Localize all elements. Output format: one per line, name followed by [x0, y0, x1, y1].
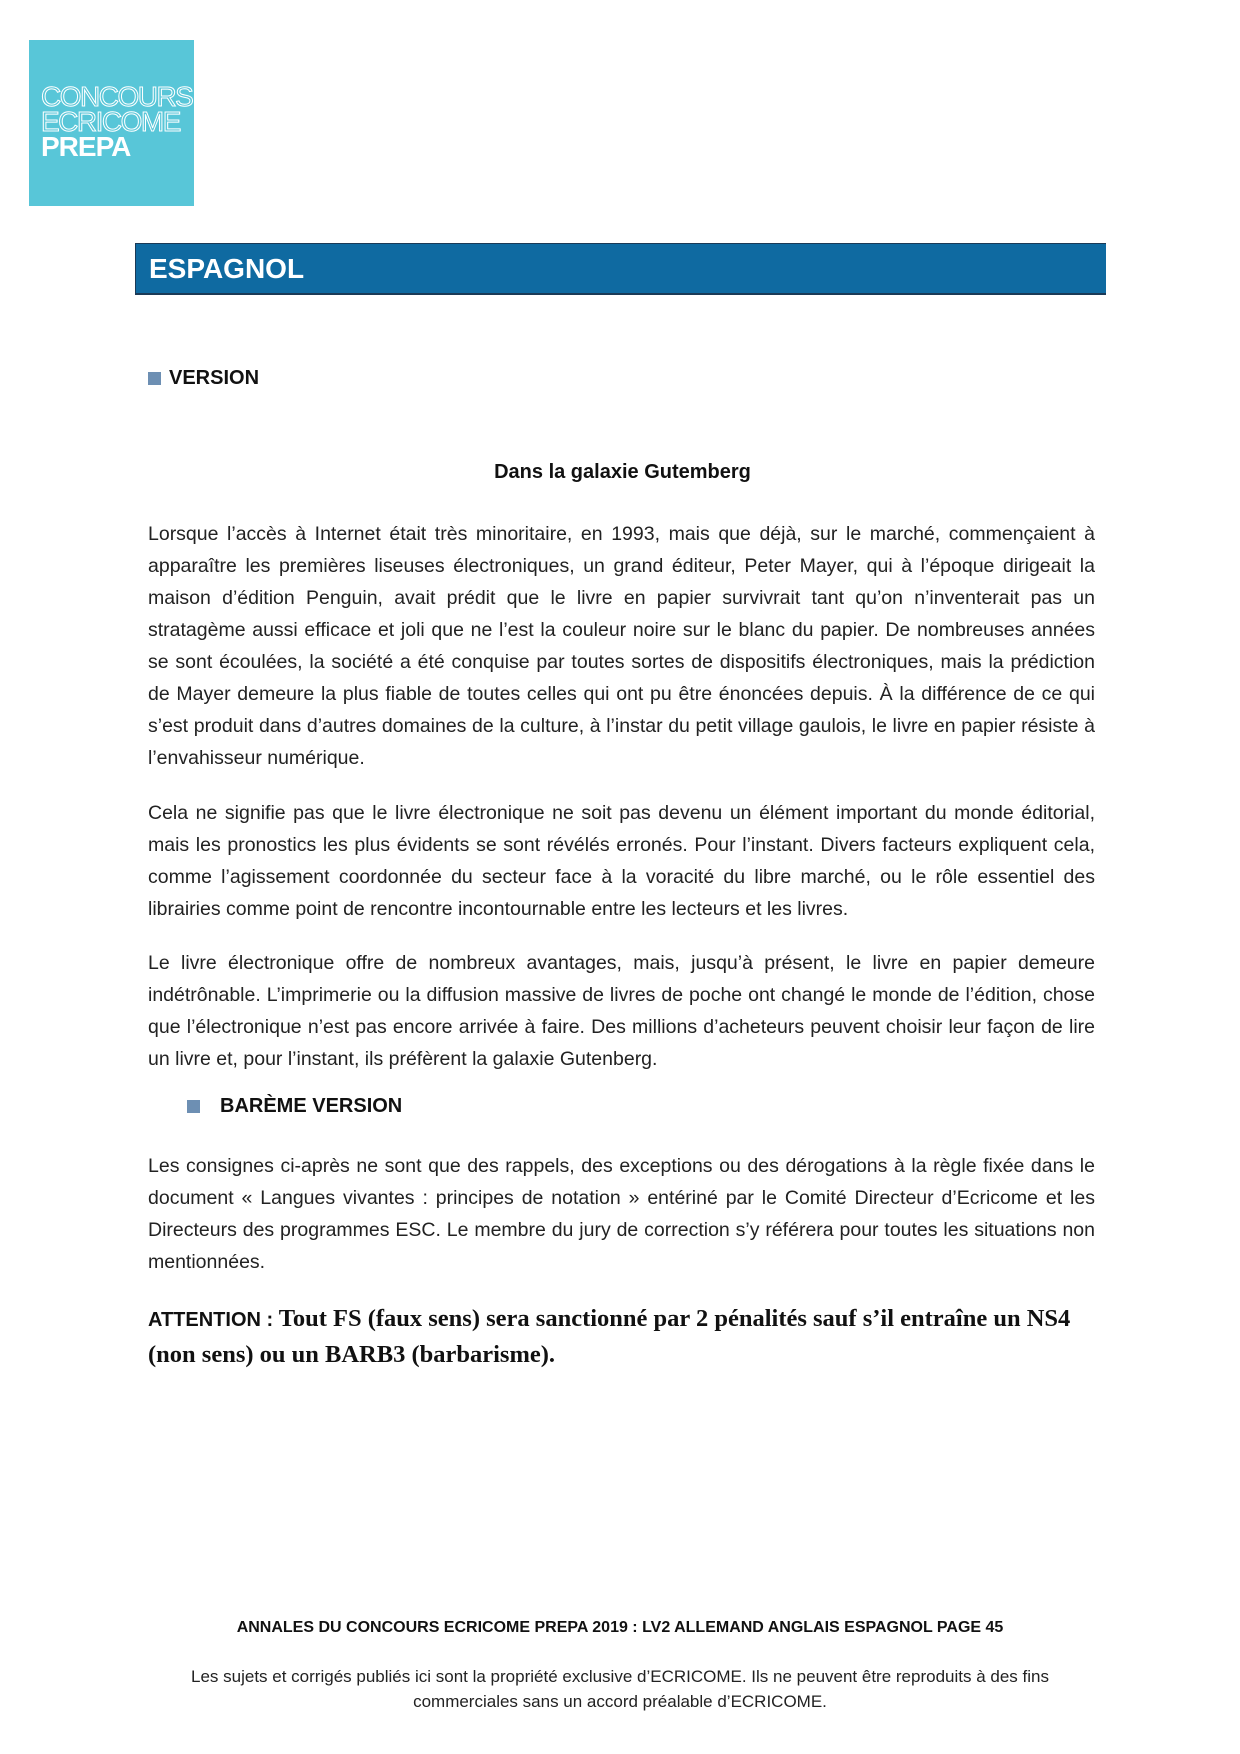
subject-banner: [135, 243, 1106, 295]
ecricome-logo: [29, 40, 194, 206]
text-paragraph-3: Le livre électronique offre de nombreux avantages, mais, jusqu’à présent, le livre en papier demeure indétrônable. L’imprimerie ou la diffusion massive de livres de poche ont changé le monde de l’édition, chose que l’électronique n’est pas encore arrivée à faire. Des millions d’acheteurs peuvent choisir leur façon de lire un livre et, pour l’instant, ils préfèrent la galaxie Gutenberg.: [148, 952, 1095, 1070]
footer-copyright: Les sujets et corrigés publiés ici sont la propriété exclusive d’ECRICOME. Ils ne peuvent être reproduits à des fins commerciales sans un accord préalable d’ECRICOME.: [191, 1667, 1049, 1711]
section-version-heading: [148, 367, 259, 390]
logo-line-ecricome: ECRICOME: [41, 106, 180, 137]
text-title: Dans la galaxie Gutemberg: [494, 461, 751, 483]
square-bullet-icon: [148, 372, 161, 385]
section-bareme-label: BARÈME VERSION: [220, 1095, 403, 1117]
square-bullet-icon: [187, 1100, 200, 1113]
logo-line-concours: CONCOURS: [41, 81, 193, 112]
text-paragraph-1: Lorsque l’accès à Internet était très minoritaire, en 1993, mais que déjà, sur le marché, commençaient à apparaître les premières liseuses électroniques, un grand éditeur, Peter Mayer, qui à l’époque dirigeait la maison d’édition Penguin, avait prédit que le livre en papier survivrait tant qu’on n’inventerait pas un stratagème aussi efficace et joli que ne l’est la couleur noire sur le blanc du papier. De nombreuses années se sont écoulées, la société a été conquise par toutes sortes de dispositifs électroniques, mais la prédiction de Mayer demeure la plus fiable de toutes celles qui ont pu être énoncées depuis. À la différence de ce qui s’est produit dans d’autres domaines de la culture, à l’instar du petit village gaulois, le livre en papier résiste à l’envahisseur numérique.: [148, 523, 1095, 769]
attention-text: Tout FS (faux sens) sera sanctionné par 2 pénalités sauf s’il entraîne un NS4 (non sens) ou un BARB3 (barbarisme).: [148, 1305, 1071, 1368]
section-bareme-heading: [187, 1095, 402, 1118]
section-version-label: VERSION: [169, 367, 260, 389]
subject-title: ESPAGNOL: [149, 253, 305, 284]
bareme-paragraph: Les consignes ci-après ne sont que des rappels, des exceptions ou des dérogations à la règle fixée dans le document « Langues vivantes : principes de notation » entériné par le Comité Directeur d’Ecricome et les Directeurs des programmes ESC. Le membre du jury de correction s’y référera pour toutes les situations non mentionnées.: [148, 1155, 1095, 1273]
logo-line-prepa: PREPA: [41, 131, 131, 162]
footer-page-info: ANNALES DU CONCOURS ECRICOME PREPA 2019 : LV2 ALLEMAND ANGLAIS ESPAGNOL PAGE 45: [236, 1619, 1004, 1636]
text-paragraph-2: Cela ne signifie pas que le livre électronique ne soit pas devenu un élément important du monde éditorial, mais les pronostics les plus évidents se sont révélés erronés. Pour l’instant. Divers facteurs expliquent cela, comme l’agissement coordonnée du secteur face à la voracité du libre marché, ou le rôle essentiel des librairies comme point de rencontre incontournable entre les lecteurs et les livres.: [148, 802, 1095, 920]
attention-note: [148, 1301, 1098, 1372]
attention-label: ATTENTION :: [148, 1309, 279, 1331]
